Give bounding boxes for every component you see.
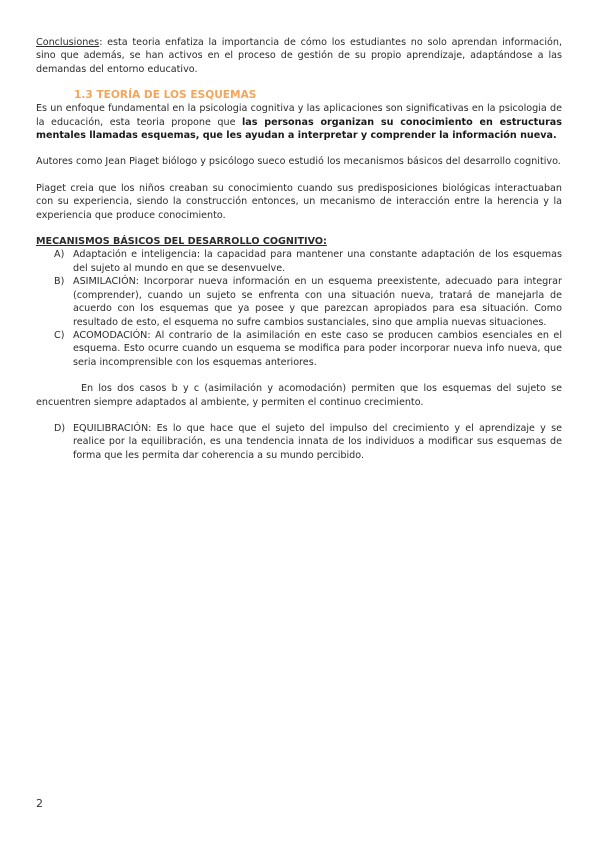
- conclusions-text: : esta teoria enfatiza la importancia de cómo los estudiantes no solo aprendan información, sino que además, se han activos en el proceso de gestión de su propio aprendizaje, adaptándose a las demandas del entorno educativo.: [36, 37, 562, 75]
- list-item: [36, 275, 562, 329]
- summary-paragraph: En los dos casos b y c (asimilación y acomodación) permiten que los esquemas del sujeto se encuentren siempre adaptados al ambiente, y permiten el continuo crecimiento.: [36, 383, 562, 408]
- list-item-text: ASIMILACIÓN: Incorporar nueva información en un esquema preexistente, adecuado para integrar (comprender), cuando un sujeto se enfrenta con una situación nueva, tratará de manejarla de acuerdo con los esquemas que ya posee y que parezcan apropiados para esa situación. Como resultado de esto, el esquema no sufre cambios sustanciales, sino que amplia nuevas situaciones.: [73, 276, 562, 328]
- mechanisms-list: [36, 248, 562, 369]
- mechanisms-title: MECANISMOS BÁSICOS DEL DESARROLLO COGNITIVO:: [36, 236, 327, 248]
- page-number: 2: [36, 797, 43, 810]
- list-item: [36, 329, 562, 369]
- conclusions-label: Conclusiones: [36, 37, 100, 48]
- mechanisms-list-d: [36, 422, 562, 462]
- section-title: 1.3 TEORÍA DE LOS ESQUEMAS: [74, 89, 257, 102]
- list-marker: B): [54, 276, 65, 288]
- intro-paragraph: [36, 102, 562, 142]
- list-item: [36, 422, 562, 462]
- document-page: [36, 36, 562, 462]
- list-item-text: ACOMODACIÓN: Al contrario de la asimilación en este caso se producen cambios esenciales en el esquema. Esto ocurre cuando un esquema se modifica para poder incorporar nueva info nueva, que seria incomprensible con los esquemas anteriores.: [73, 329, 562, 368]
- list-marker: A): [54, 249, 65, 261]
- list-marker: D): [54, 422, 66, 434]
- intro-bold-text: las personas organizan su conocimiento en estructuras mentales llamadas esquemas, que les ayudan a interpretar y comprender la información nueva.: [36, 116, 562, 142]
- intro-text: Es un enfoque fundamental en la psicologia cognitiva y las aplicaciones son significativas en la psicologia de la educación, esta teoria propone que: [36, 103, 562, 128]
- list-marker: C): [54, 329, 65, 341]
- authors-paragraph: Autores como Jean Piaget biólogo y psicólogo sueco estudió los mecanismos básicos del desarrollo cognitivo.: [36, 156, 561, 168]
- list-item-text: EQUILIBRACIÓN: Es lo que hace que el sujeto del impulso del crecimiento y el aprendizaje y se realice por la equilibración, es una tendencia innata de los individuos a modificar sus esquemas de forma que les permita dar coherencia a su mundo percibido.: [73, 422, 562, 461]
- list-item-text: Adaptación e inteligencia: la capacidad para mantener una constante adaptación de los esquemas del sujeto al mundo en que se desenvuelve.: [73, 249, 562, 274]
- conclusions-paragraph: [36, 36, 562, 76]
- piaget-paragraph: Piaget creia que los niños creaban su conocimiento cuando sus predisposiciones biológicas interactuaban con su experiencia, siendo la construcción entonces, un mecanismo de interacción entre la herencia y la experiencia que produce conocimiento.: [36, 182, 562, 221]
- list-item: [36, 248, 562, 275]
